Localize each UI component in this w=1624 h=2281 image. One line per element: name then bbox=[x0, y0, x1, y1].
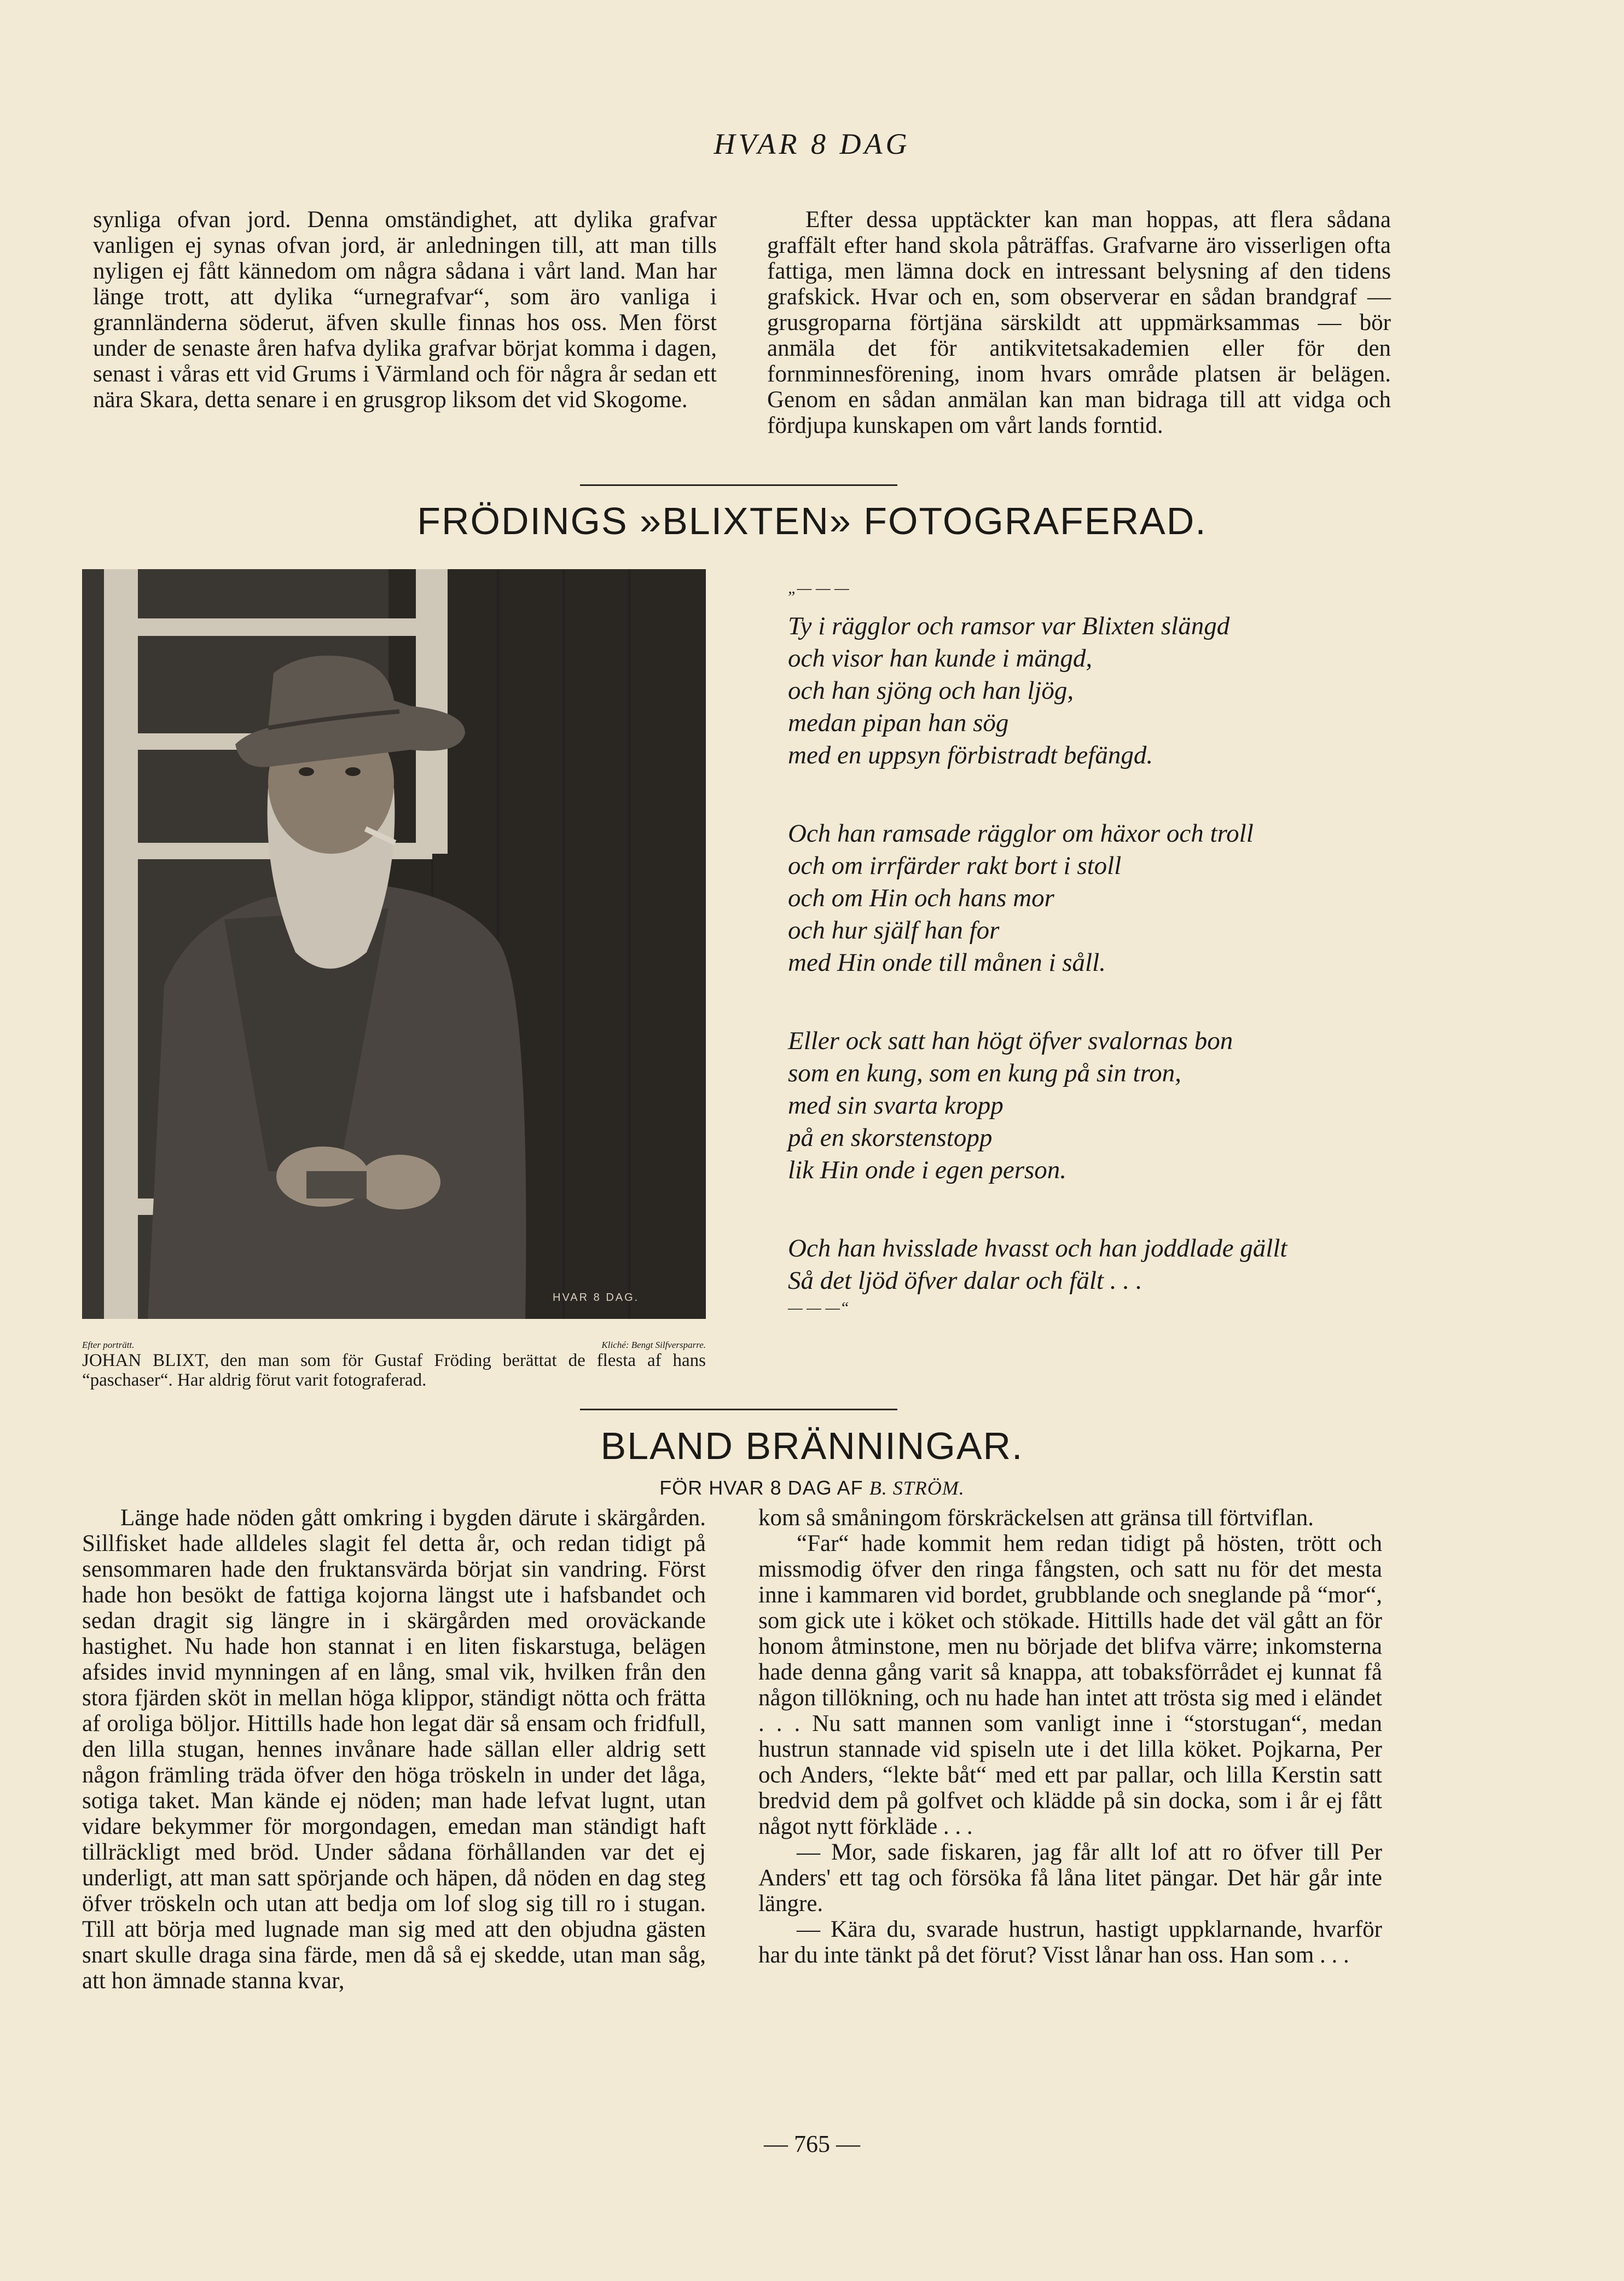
poem-line: som en kung, som en kung på sin tron, bbox=[788, 1059, 1181, 1087]
poem-line: Och han ramsade rägglor om häxor och troll bbox=[788, 819, 1254, 848]
article2-right-column bbox=[758, 1505, 1382, 1968]
top-right-paragraph: Efter dessa upptäckter kan man hoppas, att flera sådana graffält efter hand skola påträffas. Grafvarne äro visserligen ofta fattiga, men lämna dock en intressant belysning af den tidens grafskick. Hvar och en, som observerar en sådan brandgraf — grusgroparna förtjäna särskildt att uppmärksammas — bör anmäla det för antikvitetsakademien eller för den fornminnesförening, inom hvars område platsen är belägen. Genom en sådan anmälan kan man bidraga till att vidga och fördjupa kunskapen om vårt lands forntid. bbox=[767, 207, 1391, 438]
poem-stanza bbox=[788, 1025, 1445, 1186]
poem-line: med Hin onde till månen i såll. bbox=[788, 948, 1106, 977]
article2-paragraph: Länge hade nöden gått omkring i bygden därute i skärgården. Sillfisket hade alldeles slagit fel detta år, och redan tidigt på sensommaren hade den fruktansvärda börjat sin vandring. Först hade hon besökt de fattiga kojorna längst ute i hafsbandet och sedan dragit sig längre in i skärgården med oroväckande hastighet. Nu hade hon stannat i en liten fiskarstuga, belägen afsides invid mynningen af en lång, smal vik, hvilken från den stora fjärden sköt in mellan höga klippor, ständigt nötta och frätta af oroliga böljor. Hittills hade hon legat där så ensam och fridfull, den lilla stugan, hennes invånare hade sällan eller aldrig sett någon främling träda öfver den höga tröskeln in under det låga, sotiga taket. Man kände ej nöden; man hade lefvat lugnt, utan vidare bekymmer för morgondagen, emedan man ständigt haft tillräckligt med bröd. Under sådana förhållanden var det ej underligt, att man satt spörjande och häpen, då nöden en dag steg öfver tröskeln och utan att bedja om lof slog sig till ro i stugan. Till att börja med lugnade man sig med att den objudna gästen snart skulle draga sina färde, men då så ej skedde, utan man såg, att hon ämnade stanna kvar, bbox=[82, 1505, 706, 1994]
article2-paragraph: “Far“ hade kommit hem redan tidigt på hösten, trött och missmodig öfver den ringa fångsten, och satt nu för det mesta inne i kammaren vid bordet, grubblande och sneglande på “mor“, som gick ute i köket och stökade. Hittills hade det väl gått an för honom åtminstone, men nu började det blifva värre; inkomsterna hade denna gång varit så knappa, att tobaksförrådet ej kunnat få någon tillökning, och nu hade han intet att trösta sig med i eländet . . . Nu satt mannen som vanligt inne i “storstugan“, medan hustrun stannade vid spiseln ute i det lilla köket. Pojkarna, Per och Anders, “lekte båt“ med ett par pallar, och lilla Kerstin satt bredvid dem på golfvet och klädde på sin docka, som i år ej fått något nytt förkläde . . . bbox=[758, 1531, 1382, 1839]
poem-line: Och han hvisslade hvasst och han joddlade gällt bbox=[788, 1234, 1287, 1263]
byline-prefix: FÖR HVAR 8 DAG AF bbox=[659, 1477, 863, 1499]
poem-stanza bbox=[788, 1232, 1445, 1297]
portrait-photo bbox=[82, 569, 706, 1319]
photo-caption: JOHAN BLIXT, den man som för Gustaf Fröding berättat de flesta af hans “paschaser“. Har aldrig förut varit fotograferad. bbox=[82, 1351, 706, 1390]
photo-watermark: HVAR 8 DAG. bbox=[553, 1292, 640, 1304]
article2-paragraph: — Kära du, svarade hustrun, hastigt uppklarnande, hvarför har du inte tänkt på det förut? Visst lånar han oss. Han som . . . bbox=[758, 1917, 1382, 1968]
poem-line: lik Hin onde i egen person. bbox=[788, 1156, 1067, 1184]
poem-line: och om irrfärder rakt bort i stoll bbox=[788, 852, 1122, 880]
poem-line: medan pipan han sög bbox=[788, 709, 1009, 737]
poem-open: „— — — bbox=[788, 579, 849, 597]
photo-credit-left: Efter porträtt. bbox=[82, 1340, 135, 1350]
byline-author: B. STRÖM. bbox=[869, 1477, 965, 1499]
poem-stanza bbox=[788, 818, 1445, 979]
poem-line: med sin svarta kropp bbox=[788, 1091, 1004, 1120]
article2-paragraph: — Mor, sade fiskaren, jag får allt lof att ro öfver till Per Anders' ett tag och försöka få låna litet pängar. Det här går inte längre. bbox=[758, 1839, 1382, 1917]
poem-line: och han sjöng och han ljög, bbox=[788, 676, 1074, 705]
top-left-paragraph: synliga ofvan jord. Denna omständighet, att dylika grafvar vanligen ej synas ofvan jord, är anledningen till, att man tills nyligen ej fått kännedom om några sådana i vårt land. Man har länge trott, att dylika “urnegrafvar“, som äro vanliga i grannländerna söderut, äfven skulle finnas hos oss. Men först under de senaste åren hafva dylika grafvar börjat komma i dagen, senast i våras ett vid Grums i Värmland och för några år sedan ett nära Skara, detta senare i en grusgrop liksom det vid Skogome. bbox=[93, 207, 717, 413]
poem-line: på en skorstenstopp bbox=[788, 1124, 993, 1152]
divider-rule bbox=[580, 1409, 897, 1410]
poem-line: och om Hin och hans mor bbox=[788, 884, 1054, 912]
poem bbox=[788, 577, 1445, 1319]
photo-credit-right: Kliché: Bengt Silfversparre. bbox=[601, 1340, 706, 1350]
poem-line: Så det ljöd öfver dalar och fält . . . bbox=[788, 1266, 1142, 1295]
top-right-column bbox=[767, 207, 1391, 438]
poem-stanza bbox=[788, 610, 1445, 772]
article-title-branningar: BLAND BRÄNNINGAR. bbox=[600, 1425, 1024, 1467]
top-left-column bbox=[93, 207, 717, 413]
poem-line: Ty i rägglor och ramsor var Blixten slängd bbox=[788, 612, 1230, 640]
poem-line: och hur själf han for bbox=[788, 916, 1000, 945]
running-head: HVAR 8 DAG bbox=[714, 128, 910, 160]
portrait-illustration bbox=[82, 569, 706, 1319]
byline bbox=[219, 1477, 1405, 1500]
poem-line: Eller ock satt han högt öfver svalornas bon bbox=[788, 1027, 1233, 1055]
page-number: — 765 — bbox=[764, 2131, 860, 2157]
poem-line: med en uppsyn förbistradt befängd. bbox=[788, 741, 1153, 769]
divider-rule bbox=[580, 484, 897, 486]
poem-line: och visor han kunde i mängd, bbox=[788, 644, 1093, 673]
article2-left-column bbox=[82, 1505, 706, 1994]
poem-close: — — —“ bbox=[788, 1299, 849, 1317]
article2-paragraph: kom så småningom förskräckelsen att gränsa till förtviflan. bbox=[758, 1505, 1314, 1531]
article-title-blixten: FRÖDINGS »BLIXTEN» FOTOGRAFERAD. bbox=[417, 500, 1207, 542]
